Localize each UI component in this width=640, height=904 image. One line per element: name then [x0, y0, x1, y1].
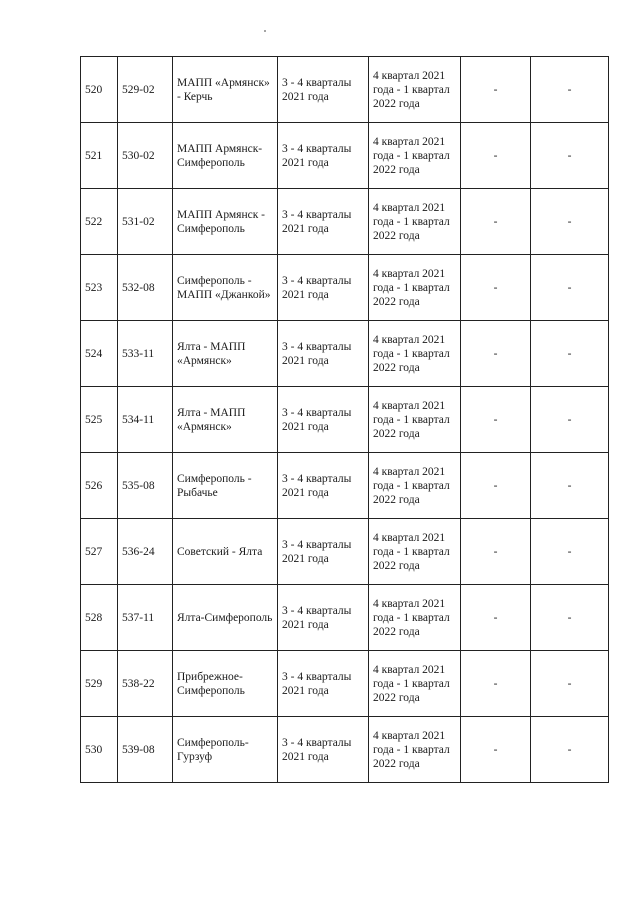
row-number: 524: [81, 321, 118, 387]
empty-value-cell: -: [461, 651, 531, 717]
period-cell: 3 - 4 кварталы 2021 года: [278, 651, 369, 717]
period-cell: 3 - 4 кварталы 2021 года: [278, 519, 369, 585]
route-name: Симферополь - МАПП «Джанкой»: [173, 255, 278, 321]
route-name: Ялта-Симферополь: [173, 585, 278, 651]
row-number: 522: [81, 189, 118, 255]
term-cell: 4 квартал 2021 года - 1 квартал 2022 года: [369, 321, 461, 387]
empty-value-cell: -: [531, 519, 609, 585]
route-code: 533-11: [118, 321, 173, 387]
empty-value-cell: -: [461, 717, 531, 783]
term-cell: 4 квартал 2021 года - 1 квартал 2022 года: [369, 123, 461, 189]
table-row: [81, 57, 609, 123]
empty-value-cell: -: [461, 387, 531, 453]
row-number: 523: [81, 255, 118, 321]
term-cell: 4 квартал 2021 года - 1 квартал 2022 года: [369, 255, 461, 321]
table-row: [81, 651, 609, 717]
empty-value-cell: -: [531, 123, 609, 189]
row-number: 526: [81, 453, 118, 519]
table-row: [81, 321, 609, 387]
period-cell: 3 - 4 кварталы 2021 года: [278, 387, 369, 453]
route-code: 538-22: [118, 651, 173, 717]
route-name: МАПП «Армянск» - Керчь: [173, 57, 278, 123]
route-code: 530-02: [118, 123, 173, 189]
empty-value-cell: -: [461, 57, 531, 123]
route-name: Ялта - МАПП «Армянск»: [173, 321, 278, 387]
empty-value-cell: -: [461, 255, 531, 321]
route-name: Симферополь - Рыбачье: [173, 453, 278, 519]
empty-value-cell: -: [531, 453, 609, 519]
routes-table-body: [81, 57, 609, 783]
empty-value-cell: -: [461, 189, 531, 255]
row-number: 528: [81, 585, 118, 651]
period-cell: 3 - 4 кварталы 2021 года: [278, 123, 369, 189]
route-code: 534-11: [118, 387, 173, 453]
empty-value-cell: -: [531, 651, 609, 717]
empty-value-cell: -: [531, 585, 609, 651]
routes-table: [80, 56, 609, 783]
term-cell: 4 квартал 2021 года - 1 квартал 2022 года: [369, 585, 461, 651]
empty-value-cell: -: [461, 123, 531, 189]
period-cell: 3 - 4 кварталы 2021 года: [278, 453, 369, 519]
route-code: 539-08: [118, 717, 173, 783]
period-cell: 3 - 4 кварталы 2021 года: [278, 189, 369, 255]
table-row: [81, 123, 609, 189]
row-number: 527: [81, 519, 118, 585]
empty-value-cell: -: [461, 453, 531, 519]
period-cell: 3 - 4 кварталы 2021 года: [278, 321, 369, 387]
period-cell: 3 - 4 кварталы 2021 года: [278, 717, 369, 783]
period-cell: 3 - 4 кварталы 2021 года: [278, 57, 369, 123]
period-cell: 3 - 4 кварталы 2021 года: [278, 255, 369, 321]
route-name: Прибрежное-Симферополь: [173, 651, 278, 717]
table-row: [81, 519, 609, 585]
route-code: 535-08: [118, 453, 173, 519]
empty-value-cell: -: [531, 57, 609, 123]
table-row: [81, 387, 609, 453]
empty-value-cell: -: [531, 321, 609, 387]
term-cell: 4 квартал 2021 года - 1 квартал 2022 года: [369, 57, 461, 123]
route-code: 529-02: [118, 57, 173, 123]
empty-value-cell: -: [531, 717, 609, 783]
term-cell: 4 квартал 2021 года - 1 квартал 2022 года: [369, 717, 461, 783]
empty-value-cell: -: [461, 585, 531, 651]
empty-value-cell: -: [531, 387, 609, 453]
route-name: Советский - Ялта: [173, 519, 278, 585]
route-code: 537-11: [118, 585, 173, 651]
row-number: 520: [81, 57, 118, 123]
term-cell: 4 квартал 2021 года - 1 квартал 2022 года: [369, 189, 461, 255]
table-row: [81, 189, 609, 255]
empty-value-cell: -: [461, 321, 531, 387]
table-row: [81, 453, 609, 519]
route-name: Ялта - МАПП «Армянск»: [173, 387, 278, 453]
table-row: [81, 585, 609, 651]
row-number: 529: [81, 651, 118, 717]
route-code: 536-24: [118, 519, 173, 585]
term-cell: 4 квартал 2021 года - 1 квартал 2022 года: [369, 519, 461, 585]
row-number: 530: [81, 717, 118, 783]
term-cell: 4 квартал 2021 года - 1 квартал 2022 года: [369, 387, 461, 453]
empty-value-cell: -: [531, 189, 609, 255]
empty-value-cell: -: [461, 519, 531, 585]
term-cell: 4 квартал 2021 года - 1 квартал 2022 года: [369, 651, 461, 717]
table-row: [81, 255, 609, 321]
row-number: 521: [81, 123, 118, 189]
empty-value-cell: -: [531, 255, 609, 321]
route-name: МАПП Армянск-Симферополь: [173, 123, 278, 189]
route-code: 531-02: [118, 189, 173, 255]
page-mark: [264, 30, 266, 32]
row-number: 525: [81, 387, 118, 453]
route-name: МАПП Армянск - Симферополь: [173, 189, 278, 255]
period-cell: 3 - 4 кварталы 2021 года: [278, 585, 369, 651]
table-row: [81, 717, 609, 783]
route-name: Симферополь-Гурзуф: [173, 717, 278, 783]
route-code: 532-08: [118, 255, 173, 321]
term-cell: 4 квартал 2021 года - 1 квартал 2022 года: [369, 453, 461, 519]
